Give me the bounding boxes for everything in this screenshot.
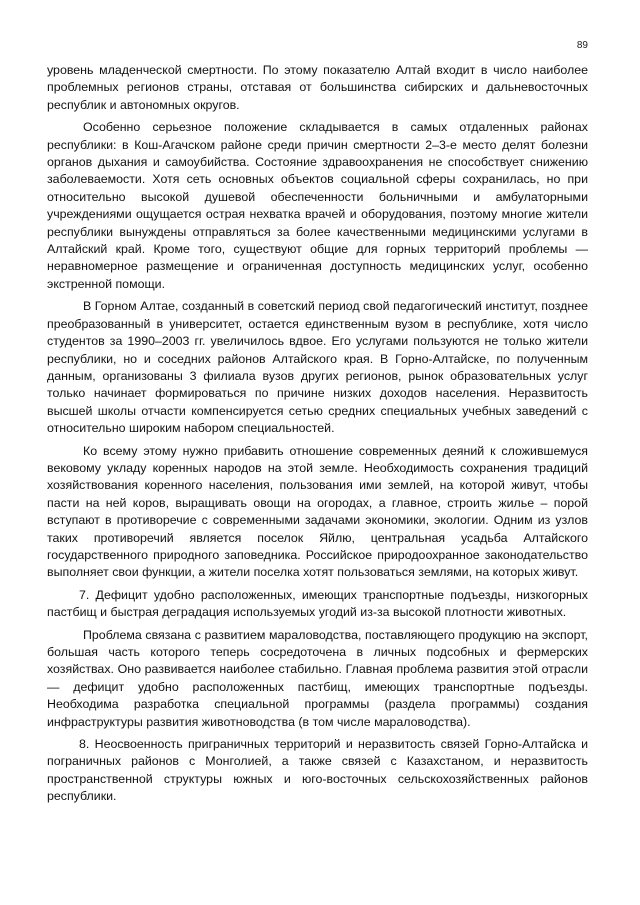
paragraph-infant-mortality: уровень младенческой смертности. По этому показателю Алтай входит в число наиболее проблемных регионов страны, отставая от большинства сибирских и дальневосточных республик и автономных округов. xyxy=(47,63,588,112)
paragraph-traditions: Ко всему этому нужно прибавить отношение современных деяний к сложившемуся вековому укладу коренных народов на этой земле. Необходимость сохранения традиций хозяйствования коренного населения, пользования ими землей, на которой живут, чтобы пасти на ней коров, выращивать овощи на огородах, а главное, строить жилье – порой вступают в противоречие с современными задачами экономики, экологии. Одним из узлов таких противоречий является поселок Яйлю, центральная усадьба Алтайского государственного природного заповедника. Российское природоохранное законодательство выполняет свои функции, а жители поселка хотят пользоваться землями, на которых живут. xyxy=(47,443,588,580)
page-number: 89 xyxy=(576,40,588,51)
paragraph-education: В Горном Алтае, созданный в советский период свой педагогический институт, позднее преобразованный в университет, остается единственным вузом в республике, хотя число студентов за 1990–2003 гг. увеличилось вдвое. Его услугами пользуются не только жители республики, но и соседних районов Алтайского края. В Горно-Алтайске, по полученным данным, организованы 3 филиала вузов других регионов, рынок образовательных услуг только начинает формироваться по причине низких доходов населения. Неразвитость высшей школы отчасти компенсируется сетью средних специальных учебных заведений с относительно широким набором специальностей. xyxy=(47,299,588,436)
list-item-8-border-territories: 8. Неосвоенность приграничных территорий и неразвитость связей Горно-Алтайска и пограничных районов с Монголией, а также связей с Казахстаном, и неразвитость пространственной структуры южных и юго-восточных сельскохозяйственных районов республики. xyxy=(47,737,588,804)
document-body xyxy=(47,62,588,811)
list-item-7-pastures: 7. Дефицит удобно расположенных, имеющих транспортные подъезды, низкогорных пастбищ и быстрая деградация используемых угодий из-за высокой плотности животных. xyxy=(47,587,588,620)
paragraph-healthcare: Особенно серьезное положение складывается в самых отдаленных районах республики: в Кош-Агачском районе среди причин смертности 2–3-е место делят болезни органов дыхания и самоубийства. Состояние здравоохранения не способствует снижению заболеваемости. Хотя сеть основных объектов социальной сферы сохранилась, но при относительно высокой душевой обеспеченности больничными и амбулаторными учреждениями ощущается острая нехватка врачей и оборудования, поэтому многие жители республики вынуждены отправляться за более качественными медицинскими услугами в Алтайский край. Кроме того, существуют общие для горных территорий проблемы — неравномерное размещение и ограниченная доступность медицинских услуг, особенно экстренной помощи. xyxy=(47,120,588,291)
paragraph-maral-breeding: Проблема связана с развитием мараловодства, поставляющего продукцию на экспорт, большая часть которого теперь сосредоточена в личных подсобных и фермерских хозяйствах. Оно развивается наиболее стабильно. Главная проблема развития этой отрасли — дефицит удобно расположенных пастбищ, имеющих транспортные подъезды. Необходима разработка специальной программы (раздела программы) создания инфраструктуры развития животноводства (в том числе мараловодства). xyxy=(47,627,588,729)
